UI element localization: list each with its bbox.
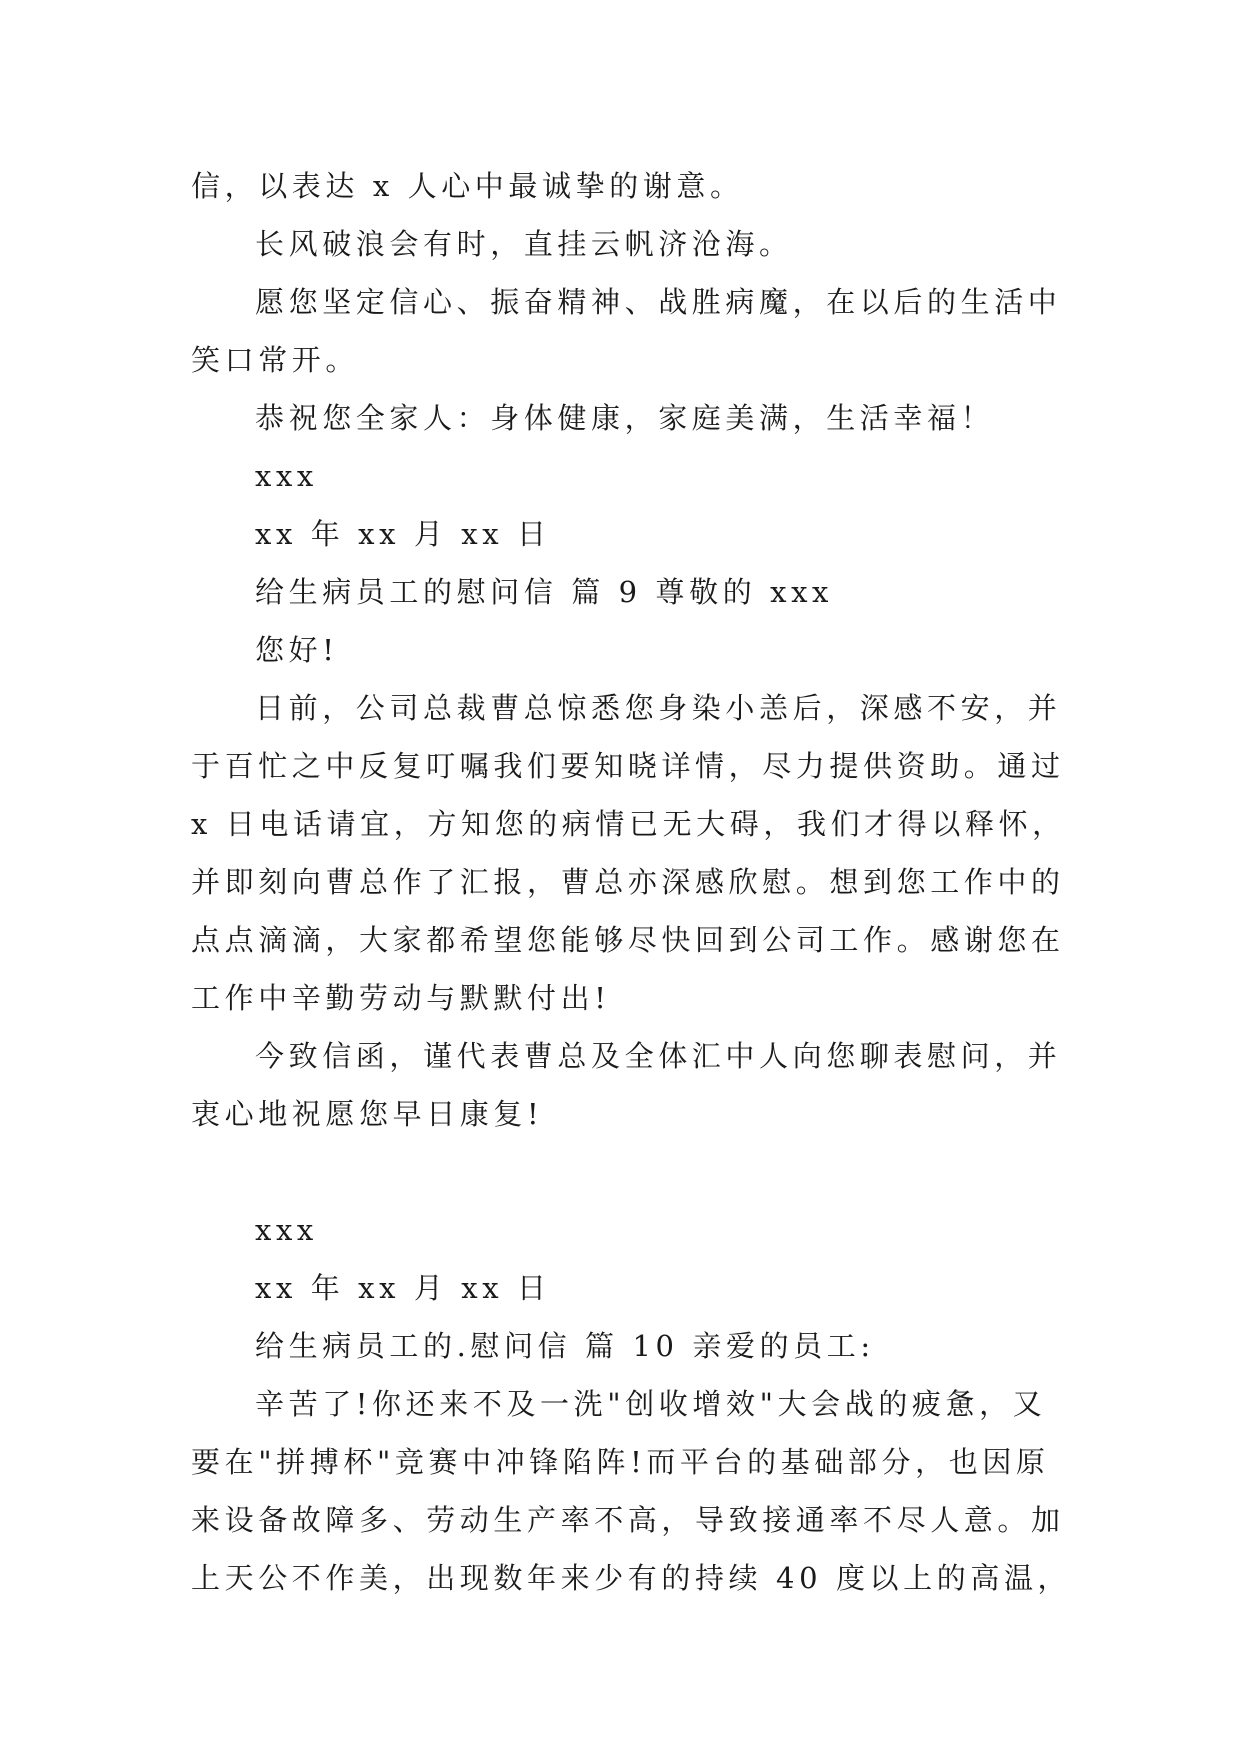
blank-line	[191, 1143, 1061, 1201]
text-line: 并即刻向曹总作了汇报，曹总亦深感欣慰。想到您工作中的	[191, 865, 1065, 899]
text-line: 于百忙之中反复叮嘱我们要知晓详情，尽力提供资助。通过	[191, 749, 1065, 783]
text-line: 衷心地祝愿您早日康复!	[191, 1097, 544, 1131]
text-line: 辛苦了!你还来不及一洗"创收增效"大会战的疲惫，又	[255, 1387, 1047, 1421]
text-line: 上天公不作美，出现数年来少有的持续 40 度以上的高温，	[191, 1561, 1072, 1595]
letter-heading: 给生病员工的.慰问信 篇 10 亲爱的员工:	[255, 1329, 875, 1363]
text-line: 长风破浪会有时，直挂云帆济沧海。	[255, 227, 793, 261]
document-body	[191, 157, 1072, 1607]
letter-heading: 给生病员工的慰问信 篇 9 尊敬的 xxx	[255, 575, 833, 609]
text-line: 日前，公司总裁曹总惊悉您身染小恙后，深感不安，并	[255, 691, 1062, 725]
text-line: 愿您坚定信心、振奋精神、战胜病魔，在以后的生活中	[255, 285, 1062, 319]
text-line: 信，以表达 x 人心中最诚挚的谢意。	[191, 169, 744, 203]
text-line: 工作中辛勤劳动与默默付出!	[191, 981, 611, 1015]
text-line: 来设备故障多、劳动生产率不高，导致接通率不尽人意。加	[191, 1503, 1065, 1537]
text-line: 笑口常开。	[191, 343, 360, 377]
signature-name: xxx	[255, 459, 318, 493]
text-line: 恭祝您全家人：身体健康，家庭美满，生活幸福！	[255, 401, 995, 435]
signature-date: xx 年 xx 月 xx 日	[255, 517, 551, 551]
text-line: 点点滴滴，大家都希望您能够尽快回到公司工作。感谢您在	[191, 923, 1065, 957]
text-line: 要在"拼搏杯"竞赛中冲锋陷阵!而平台的基础部分，也因原	[191, 1445, 1050, 1479]
text-line: x 日电话请宜，方知您的病情已无大碍，我们才得以释怀，	[191, 807, 1066, 841]
signature-date: xx 年 xx 月 xx 日	[255, 1271, 551, 1305]
signature-name: xxx	[255, 1213, 318, 1247]
greeting: 您好!	[255, 633, 339, 667]
text-line: 今致信函，谨代表曹总及全体汇中人向您聊表慰问，并	[255, 1039, 1062, 1073]
